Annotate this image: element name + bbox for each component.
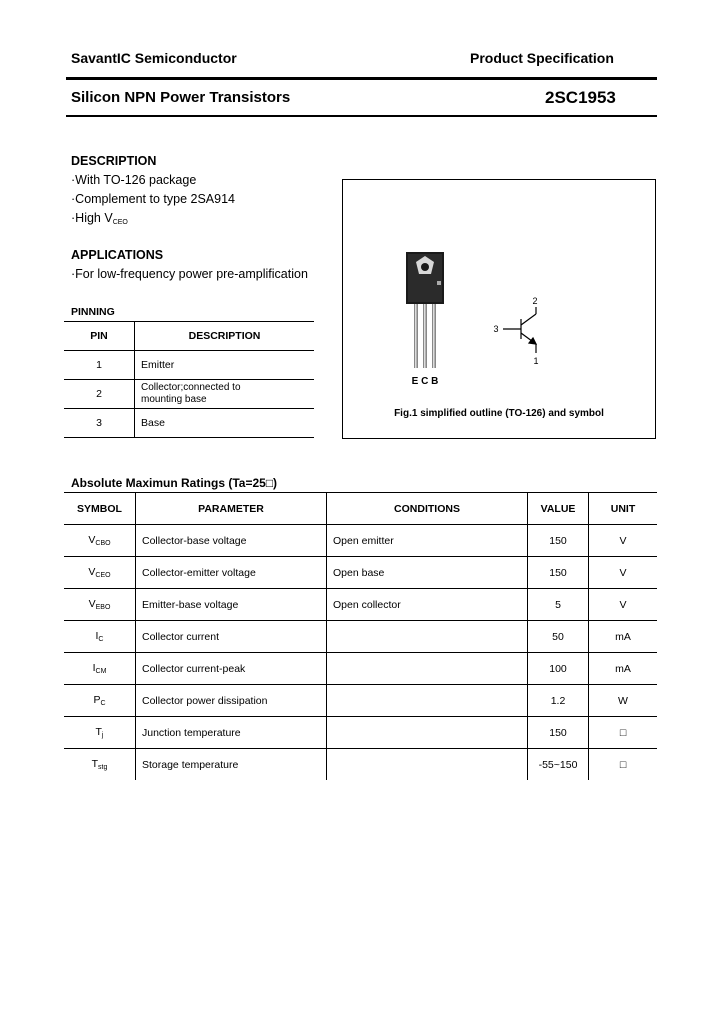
unit-cell: V	[589, 525, 658, 557]
conditions-cell: Open base	[327, 557, 528, 589]
npn-symbol-icon	[503, 307, 536, 353]
table-header-row	[64, 493, 657, 525]
conditions-cell: Open collector	[327, 589, 528, 621]
symbol-cell: $V_{EBO}$	[64, 589, 136, 621]
column-header: UNIT	[589, 493, 658, 525]
conditions-cell	[327, 685, 528, 717]
pin-description: Collector;connected to mounting base	[135, 380, 315, 409]
table-row	[64, 557, 657, 589]
value-cell: -55~150	[528, 749, 589, 781]
column-header: DESCRIPTION	[135, 322, 315, 351]
applications-item: ·For low-frequency power pre-amplification	[71, 267, 308, 281]
symbol-cell: $I_{CM}$	[64, 653, 136, 685]
unit-cell: mA	[589, 621, 658, 653]
table-row	[64, 621, 657, 653]
pin-description: Emitter	[135, 351, 315, 380]
figure-caption: Fig.1 simplified outline (TO-126) and symbol	[394, 408, 604, 419]
symbol-cell: $V_{CBO}$	[64, 525, 136, 557]
symbol-cell: $I_C$	[64, 621, 136, 653]
parameter-cell: Collector-emitter voltage	[136, 557, 327, 589]
part-number: 2SC1953	[545, 88, 616, 107]
symbol-cell: $V_{CEO}$	[64, 557, 136, 589]
table-row	[64, 351, 314, 380]
table-row	[64, 685, 657, 717]
table-row	[64, 717, 657, 749]
description-item: ·With TO-126 package	[71, 173, 197, 187]
description-item: ·Complement to type 2SA914	[71, 192, 235, 206]
ratings-title: Absolute Maximun Ratings (Ta=25□)	[71, 476, 278, 490]
table-row	[64, 653, 657, 685]
table-row	[64, 409, 314, 438]
value-cell: 150	[528, 717, 589, 749]
symbol-cell: $T_j$	[64, 717, 136, 749]
header-rule-bottom	[66, 115, 657, 117]
value-cell: 50	[528, 621, 589, 653]
symbol-cell: $T_{stg}$	[64, 749, 136, 781]
column-header: SYMBOL	[64, 493, 136, 525]
figure-box	[342, 179, 656, 439]
conditions-cell	[327, 717, 528, 749]
description-title: DESCRIPTION	[71, 154, 157, 168]
to126-package-drawing	[343, 180, 655, 400]
value-cell: 100	[528, 653, 589, 685]
value-cell: 150	[528, 525, 589, 557]
parameter-cell: Collector power dissipation	[136, 685, 327, 717]
value-cell: 150	[528, 557, 589, 589]
table-row	[64, 380, 314, 409]
column-header: PIN	[64, 322, 135, 351]
value-cell: 1.2	[528, 685, 589, 717]
value-cell: 5	[528, 589, 589, 621]
header-rule-top	[66, 77, 657, 80]
doc-type: Product Specification	[470, 50, 614, 66]
company-name: SavantIC Semiconductor	[71, 50, 237, 66]
pinning-title: PINNING	[71, 306, 115, 318]
conditions-cell	[327, 621, 528, 653]
conditions-cell	[327, 749, 528, 781]
column-header: VALUE	[528, 493, 589, 525]
unit-cell: mA	[589, 653, 658, 685]
conditions-cell: Open emitter	[327, 525, 528, 557]
ratings-table	[64, 492, 657, 780]
parameter-cell: Collector-base voltage	[136, 525, 327, 557]
parameter-cell: Emitter-base voltage	[136, 589, 327, 621]
table-row	[64, 525, 657, 557]
product-line: Silicon NPN Power Transistors	[71, 89, 291, 106]
pinning-table	[64, 321, 314, 438]
table-header-row	[64, 322, 314, 351]
unit-cell: V	[589, 557, 658, 589]
symbol-label-collector: 2	[532, 296, 538, 306]
parameter-cell: Collector current-peak	[136, 653, 327, 685]
symbol-label-emitter: 1	[533, 356, 539, 366]
pin-number: 2	[64, 380, 135, 409]
parameter-cell: Junction temperature	[136, 717, 327, 749]
symbol-cell: $P_C$	[64, 685, 136, 717]
conditions-cell	[327, 653, 528, 685]
pin-description: Base	[135, 409, 315, 438]
applications-title: APPLICATIONS	[71, 248, 164, 262]
parameter-cell: Storage temperature	[136, 749, 327, 781]
column-header: CONDITIONS	[327, 493, 528, 525]
pin-letters: E C B	[411, 376, 439, 387]
unit-cell: W	[589, 685, 658, 717]
unit-cell: □	[619, 758, 627, 771]
unit-cell: V	[589, 589, 658, 621]
pin-number: 3	[64, 409, 135, 438]
column-header: PARAMETER	[136, 493, 327, 525]
description-item-high-vceo: ·High $V_{CEO}$	[71, 211, 128, 226]
pin-number: 1	[64, 351, 135, 380]
unit-cell: □	[589, 717, 658, 749]
symbol-label-base: 3	[493, 324, 499, 334]
parameter-cell: Collector current	[136, 621, 327, 653]
table-row	[64, 589, 657, 621]
table-row	[64, 749, 657, 781]
